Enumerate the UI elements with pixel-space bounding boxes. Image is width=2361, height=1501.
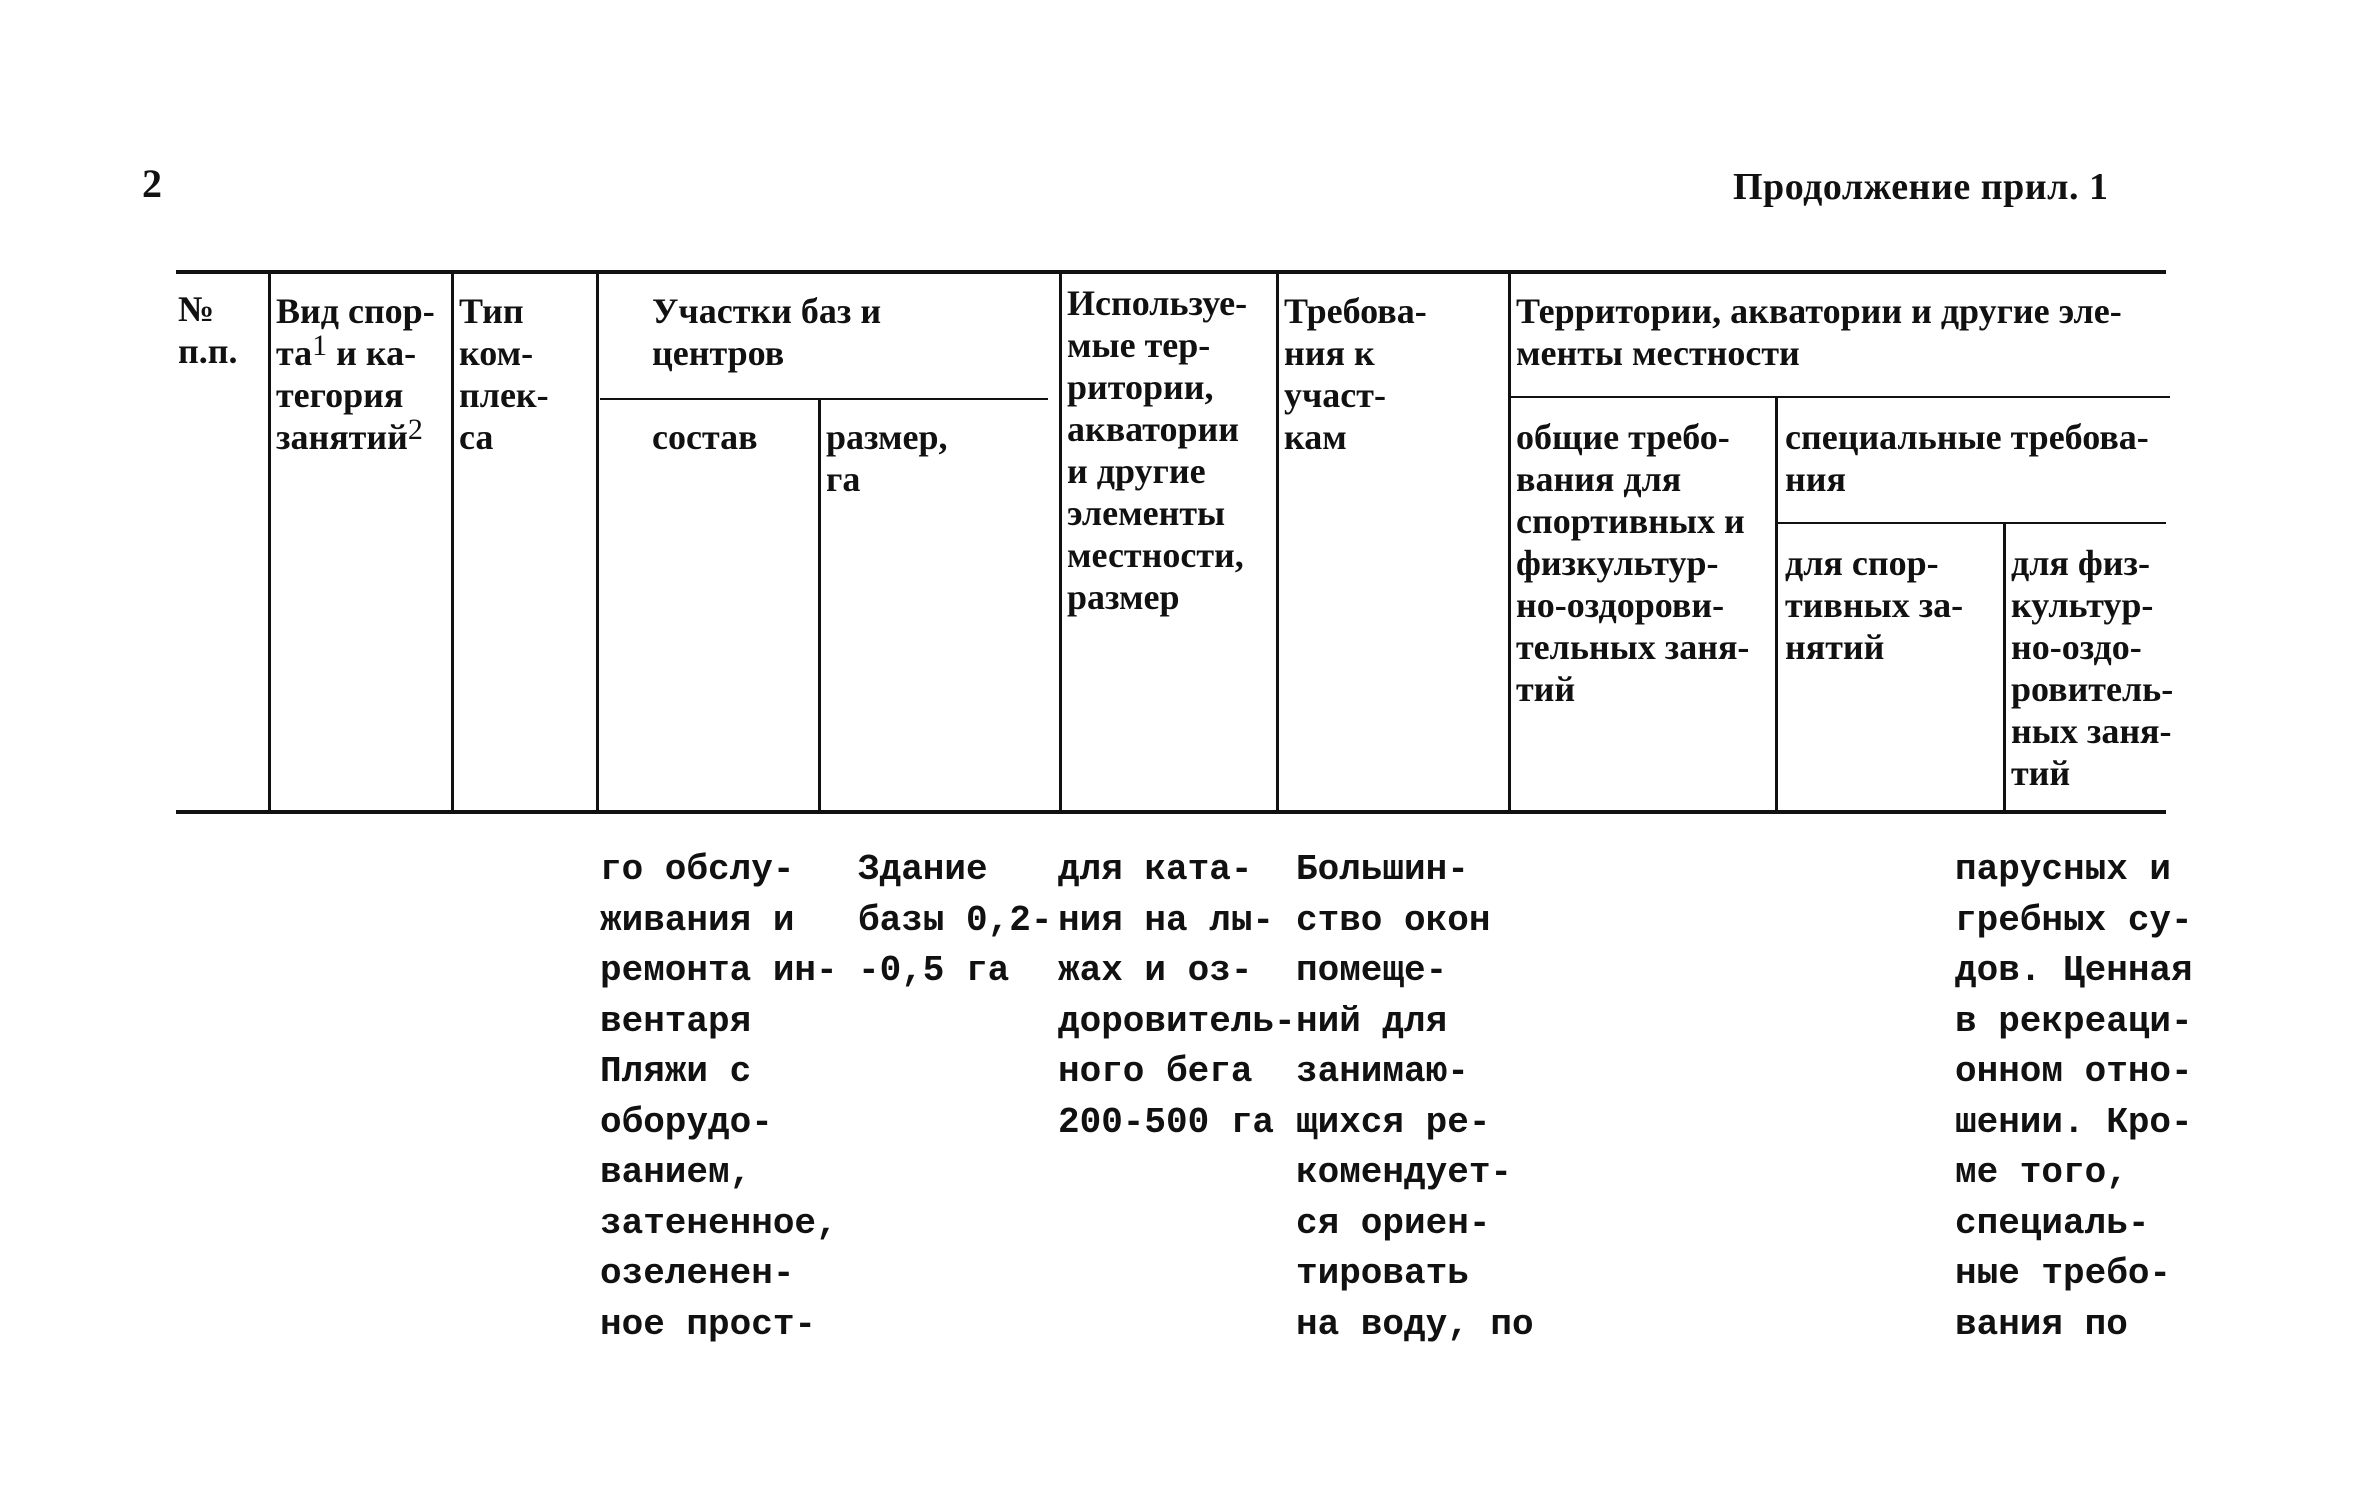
footnote-2: 2 — [407, 413, 423, 446]
body-composition-text: го обслу- живания и ремонта ин- вентаря Пляжи с оборудо- ванием, затененное, озеленен- ное прост- — [600, 849, 838, 1345]
header-sections: Участки баз и центров — [652, 291, 882, 373]
header-used-territories: Используе- мые тер- ритории, акватории и другие элементы местности, размер — [1067, 283, 1248, 617]
col-divider-7 — [1508, 272, 1511, 813]
rule-under-sections — [600, 398, 1048, 400]
header-for-sport: для спор- тивных за- нятий — [1785, 543, 1964, 667]
body-site-requirements-text: Большин- ство окон помеще- ний для занимаю- щихся ре- комендует- ся ориен- тировать на воду, по — [1296, 849, 1534, 1345]
col-divider-6 — [1276, 272, 1279, 813]
page-number: 2 — [142, 161, 162, 206]
header-size-ha: размер, га — [826, 417, 948, 499]
header-special-requirements: специальные требова- ния — [1785, 417, 2149, 499]
col-divider-1 — [268, 272, 271, 813]
rule-under-special — [1778, 522, 2166, 524]
sport-prefix: Вид спор- та — [276, 291, 435, 373]
col-divider-5 — [1059, 272, 1062, 813]
body-fitness-text: парусных и гребных су- дов. Ценная в рекреаци- онном отно- шении. Кро- ме того, специаль- ные требо- вания по — [1955, 849, 2193, 1345]
table-header-bottom-rule — [176, 810, 2166, 814]
col-divider-8 — [1775, 398, 1778, 813]
continuation-label: Продолжение прил. 1 — [1733, 166, 2109, 208]
body-size-text: Здание базы 0,2- -0,5 га — [858, 849, 1053, 991]
rule-under-territories — [1510, 396, 2170, 398]
header-for-fitness: для физ- культур- но-оздо- ровитель- ных заня- тий — [2011, 543, 2174, 793]
header-complex-type: Тип ком- плек- са — [459, 291, 549, 457]
col-divider-2 — [451, 272, 454, 813]
header-general-requirements: общие требо- вания для спортивных и физкультур- но-оздорови- тельных заня- тий — [1516, 417, 1750, 709]
sport-mid: и ка- тегория занятий — [276, 333, 417, 457]
col-divider-4 — [818, 398, 821, 813]
col-divider-3 — [596, 272, 599, 813]
footnote-1: 1 — [312, 329, 328, 362]
col-divider-9 — [2003, 522, 2006, 813]
header-territories: Территории, акватории и другие эле- менты местности — [1516, 291, 2122, 373]
header-num: № п.п. — [178, 289, 238, 371]
body-used-territories-text: для ката- ния на лы- жах и оз- доровитель- ного бега 200-500 га — [1058, 849, 1296, 1143]
header-composition: состав — [652, 417, 758, 457]
header-sport-category — [276, 290, 435, 458]
table-top-rule — [176, 270, 2166, 274]
header-site-requirements: Требова- ния к участ- кам — [1284, 291, 1427, 457]
